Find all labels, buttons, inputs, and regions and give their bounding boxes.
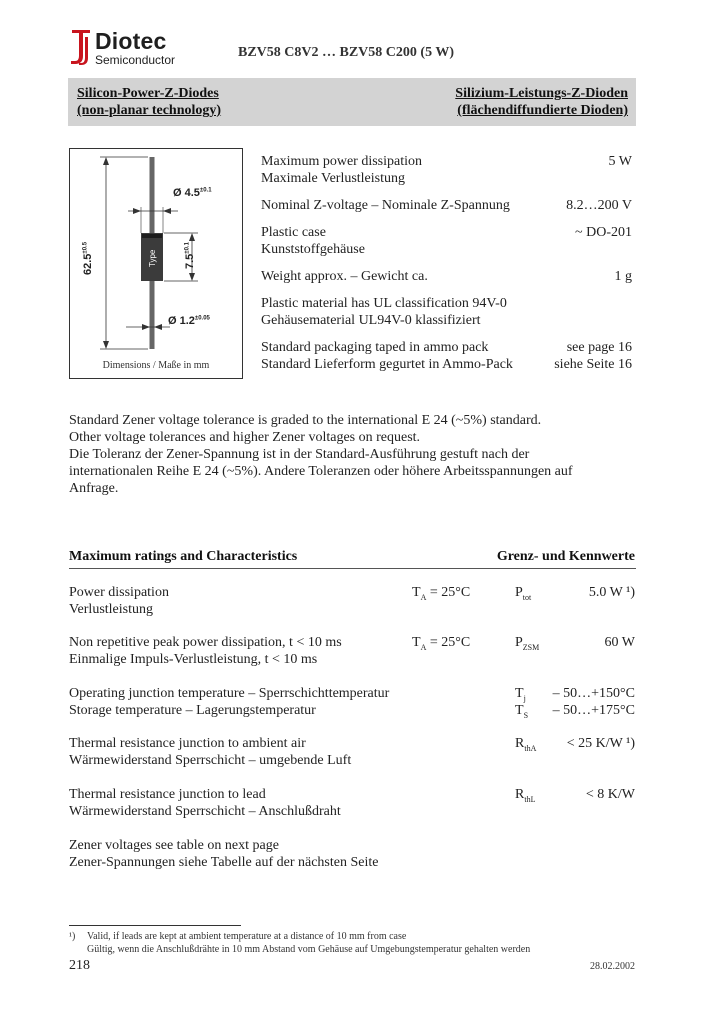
spec-packaging-label-en: Standard packaging taped in ammo pack <box>261 340 489 355</box>
symbol: T <box>515 703 524 718</box>
symbol-subscript: thA <box>524 743 537 753</box>
symbol: R <box>515 736 525 751</box>
brand-subtitle: Semiconductor <box>95 53 176 67</box>
rating-temp-label-de: Storage temperature – Lagerungstemperatur <box>69 703 316 718</box>
diotec-logo-icon <box>68 28 94 66</box>
footnote-divider <box>69 925 241 926</box>
rating-peak-label-en: Non repetitive peak power dissipation, t < 10 ms <box>69 635 342 650</box>
symbol: P <box>515 635 523 650</box>
intro-line-1: Standard Zener voltage tolerance is graded to the international E 24 (~5%) standard. <box>69 413 542 428</box>
intro-line-3: Die Toleranz der Zener-Spannung ist in der Standard-Ausführung gestuft nach der <box>69 447 530 462</box>
document-date: 28.02.2002 <box>590 961 635 972</box>
cond-symbol: T <box>412 635 421 650</box>
spec-ul-label-en: Plastic material has UL classification 94V-0 <box>261 296 507 311</box>
dim-body-length-tol: ±0.1 <box>184 242 191 254</box>
dim-body-diameter <box>173 187 212 199</box>
dim-overall-length <box>82 242 94 275</box>
spec-power-label-en: Maximum power dissipation <box>261 154 422 169</box>
dim-body-length <box>184 242 196 269</box>
rating-peak-condition <box>412 634 470 656</box>
band-title-en-2: (non-planar technology) <box>77 103 222 118</box>
symbol: P <box>515 585 523 600</box>
rating-power-value: 5.0 W ¹) <box>588 585 635 600</box>
symbol-subscript: S <box>523 710 529 720</box>
zener-note-de: Zener-Spannungen siehe Tabelle auf der nächsten Seite <box>69 855 379 870</box>
intro-line-4: internationalen Reihe E 24 (~5%). Andere Toleranzen oder höhere Arbeitsspannungen auf <box>69 464 573 479</box>
rating-rtha-symbol <box>515 735 536 757</box>
footnote-line-de: Gültig, wenn die Anschlußdrähte in 10 mm Abstand vom Gehäuse auf Umgebungstemperatur gehalten werden <box>87 944 531 955</box>
spec-power-label-de: Maximale Verlustleistung <box>261 171 405 186</box>
rating-peak-label-de: Einmalige Impuls-Verlustleistung, t < 10 ms <box>69 652 318 667</box>
brand-logo <box>68 28 192 68</box>
ratings-title-en: Maximum ratings and Characteristics <box>69 549 298 564</box>
footnote-line-en: Valid, if leads are kept at ambient temperature at a distance of 10 mm from case <box>87 931 407 942</box>
dim-overall-length-tol: ±0.5 <box>82 241 89 254</box>
symbol-subscript: ZSM <box>522 642 540 652</box>
type-label: Type <box>148 249 157 267</box>
cond-symbol: T <box>412 585 421 600</box>
zener-note-en: Zener voltages see table on next page <box>69 838 279 853</box>
rating-temp-value-s: – 50…+175°C <box>552 703 635 718</box>
intro-line-2: Other voltage tolerances and higher Zener voltages on request. <box>69 430 421 445</box>
spec-power-value: 5 W <box>608 154 632 169</box>
rating-power-symbol <box>515 584 531 606</box>
rating-peak-symbol <box>515 634 539 656</box>
ratings-title-de: Grenz- und Kennwerte <box>496 549 635 564</box>
rating-temp-value-j: – 50…+150°C <box>552 686 635 701</box>
brand-name: Diotec <box>95 28 167 54</box>
dim-body-diameter-value: Ø 4.5 <box>173 187 200 199</box>
spec-packaging-value-de: siehe Seite 16 <box>554 357 632 372</box>
spec-case-label-de: Kunststoffgehäuse <box>261 242 365 257</box>
symbol-subscript: j <box>523 693 526 703</box>
band-title-en-1: Silicon-Power-Z-Diodes <box>77 86 219 101</box>
rating-temp-symbol-s <box>515 702 528 724</box>
title-band <box>68 78 636 126</box>
symbol-subscript: thL <box>524 794 536 804</box>
ratings-divider <box>69 568 636 569</box>
spec-zvoltage-value: 8.2…200 V <box>566 198 632 213</box>
rating-temp-label-en: Operating junction temperature – Sperrschichttemperatur <box>69 686 390 701</box>
symbol: R <box>515 787 525 802</box>
cond-value: = 25°C <box>426 585 471 600</box>
band-title-de-2: (flächendiffundierte Dioden) <box>457 103 628 118</box>
rating-rthl-label-en: Thermal resistance junction to lead <box>69 787 266 802</box>
dim-body-length-value: 7.5 <box>184 253 196 269</box>
band-title-de-1: Silizium-Leistungs-Z-Dioden <box>455 86 628 101</box>
rating-power-condition <box>412 584 470 606</box>
dim-overall-length-value: 62.5 <box>82 253 94 275</box>
rating-peak-value: 60 W <box>604 635 635 650</box>
spec-ul-label-de: Gehäusematerial UL94V-0 klassifiziert <box>261 313 481 328</box>
rating-rthl-label-de: Wärmewiderstand Sperrschicht – Anschlußdraht <box>69 804 341 819</box>
cond-value: = 25°C <box>426 635 471 650</box>
rating-rtha-value: < 25 K/W ¹) <box>566 736 635 751</box>
dim-lead-diameter-value: Ø 1.2 <box>168 315 195 327</box>
intro-line-5: Anfrage. <box>69 481 119 496</box>
rating-rtha-label-de: Wärmewiderstand Sperrschicht – umgebende Luft <box>69 753 352 768</box>
rating-power-label-en: Power dissipation <box>69 585 169 600</box>
document-title: BZV58 C8V2 … BZV58 C200 (5 W) <box>238 45 454 60</box>
spec-weight-label: Weight approx. – Gewicht ca. <box>261 269 428 284</box>
rating-rtha-label-en: Thermal resistance junction to ambient air <box>69 736 306 751</box>
dim-lead-diameter-tol: ±0.05 <box>194 315 210 322</box>
symbol: T <box>515 686 524 701</box>
dim-lead-diameter <box>168 315 210 327</box>
spec-case-value: ~ DO-201 <box>575 225 632 240</box>
rating-power-label-de: Verlustleistung <box>69 602 153 617</box>
dim-body-diameter-tol: ±0.1 <box>199 187 212 194</box>
spec-packaging-label-de: Standard Lieferform gegurtet in Ammo-Pack <box>261 357 513 372</box>
rating-rthl-symbol <box>515 786 535 808</box>
rating-rthl-value: < 8 K/W <box>585 787 635 802</box>
footnote-mark: ¹) <box>69 931 76 942</box>
cond-subscript: A <box>420 642 427 652</box>
spec-case-label-en: Plastic case <box>261 225 326 240</box>
page-number: 218 <box>69 958 90 973</box>
symbol-subscript: tot <box>522 592 532 602</box>
cond-subscript: A <box>420 592 427 602</box>
dimension-drawing <box>69 148 243 379</box>
spec-weight-value: 1 g <box>614 269 632 284</box>
drawing-caption: Dimensions / Maße in mm <box>102 360 210 371</box>
diode-outline-drawing <box>70 149 242 378</box>
spec-packaging-value-en: see page 16 <box>566 340 632 355</box>
spec-zvoltage-label: Nominal Z-voltage – Nominale Z-Spannung <box>261 198 510 213</box>
